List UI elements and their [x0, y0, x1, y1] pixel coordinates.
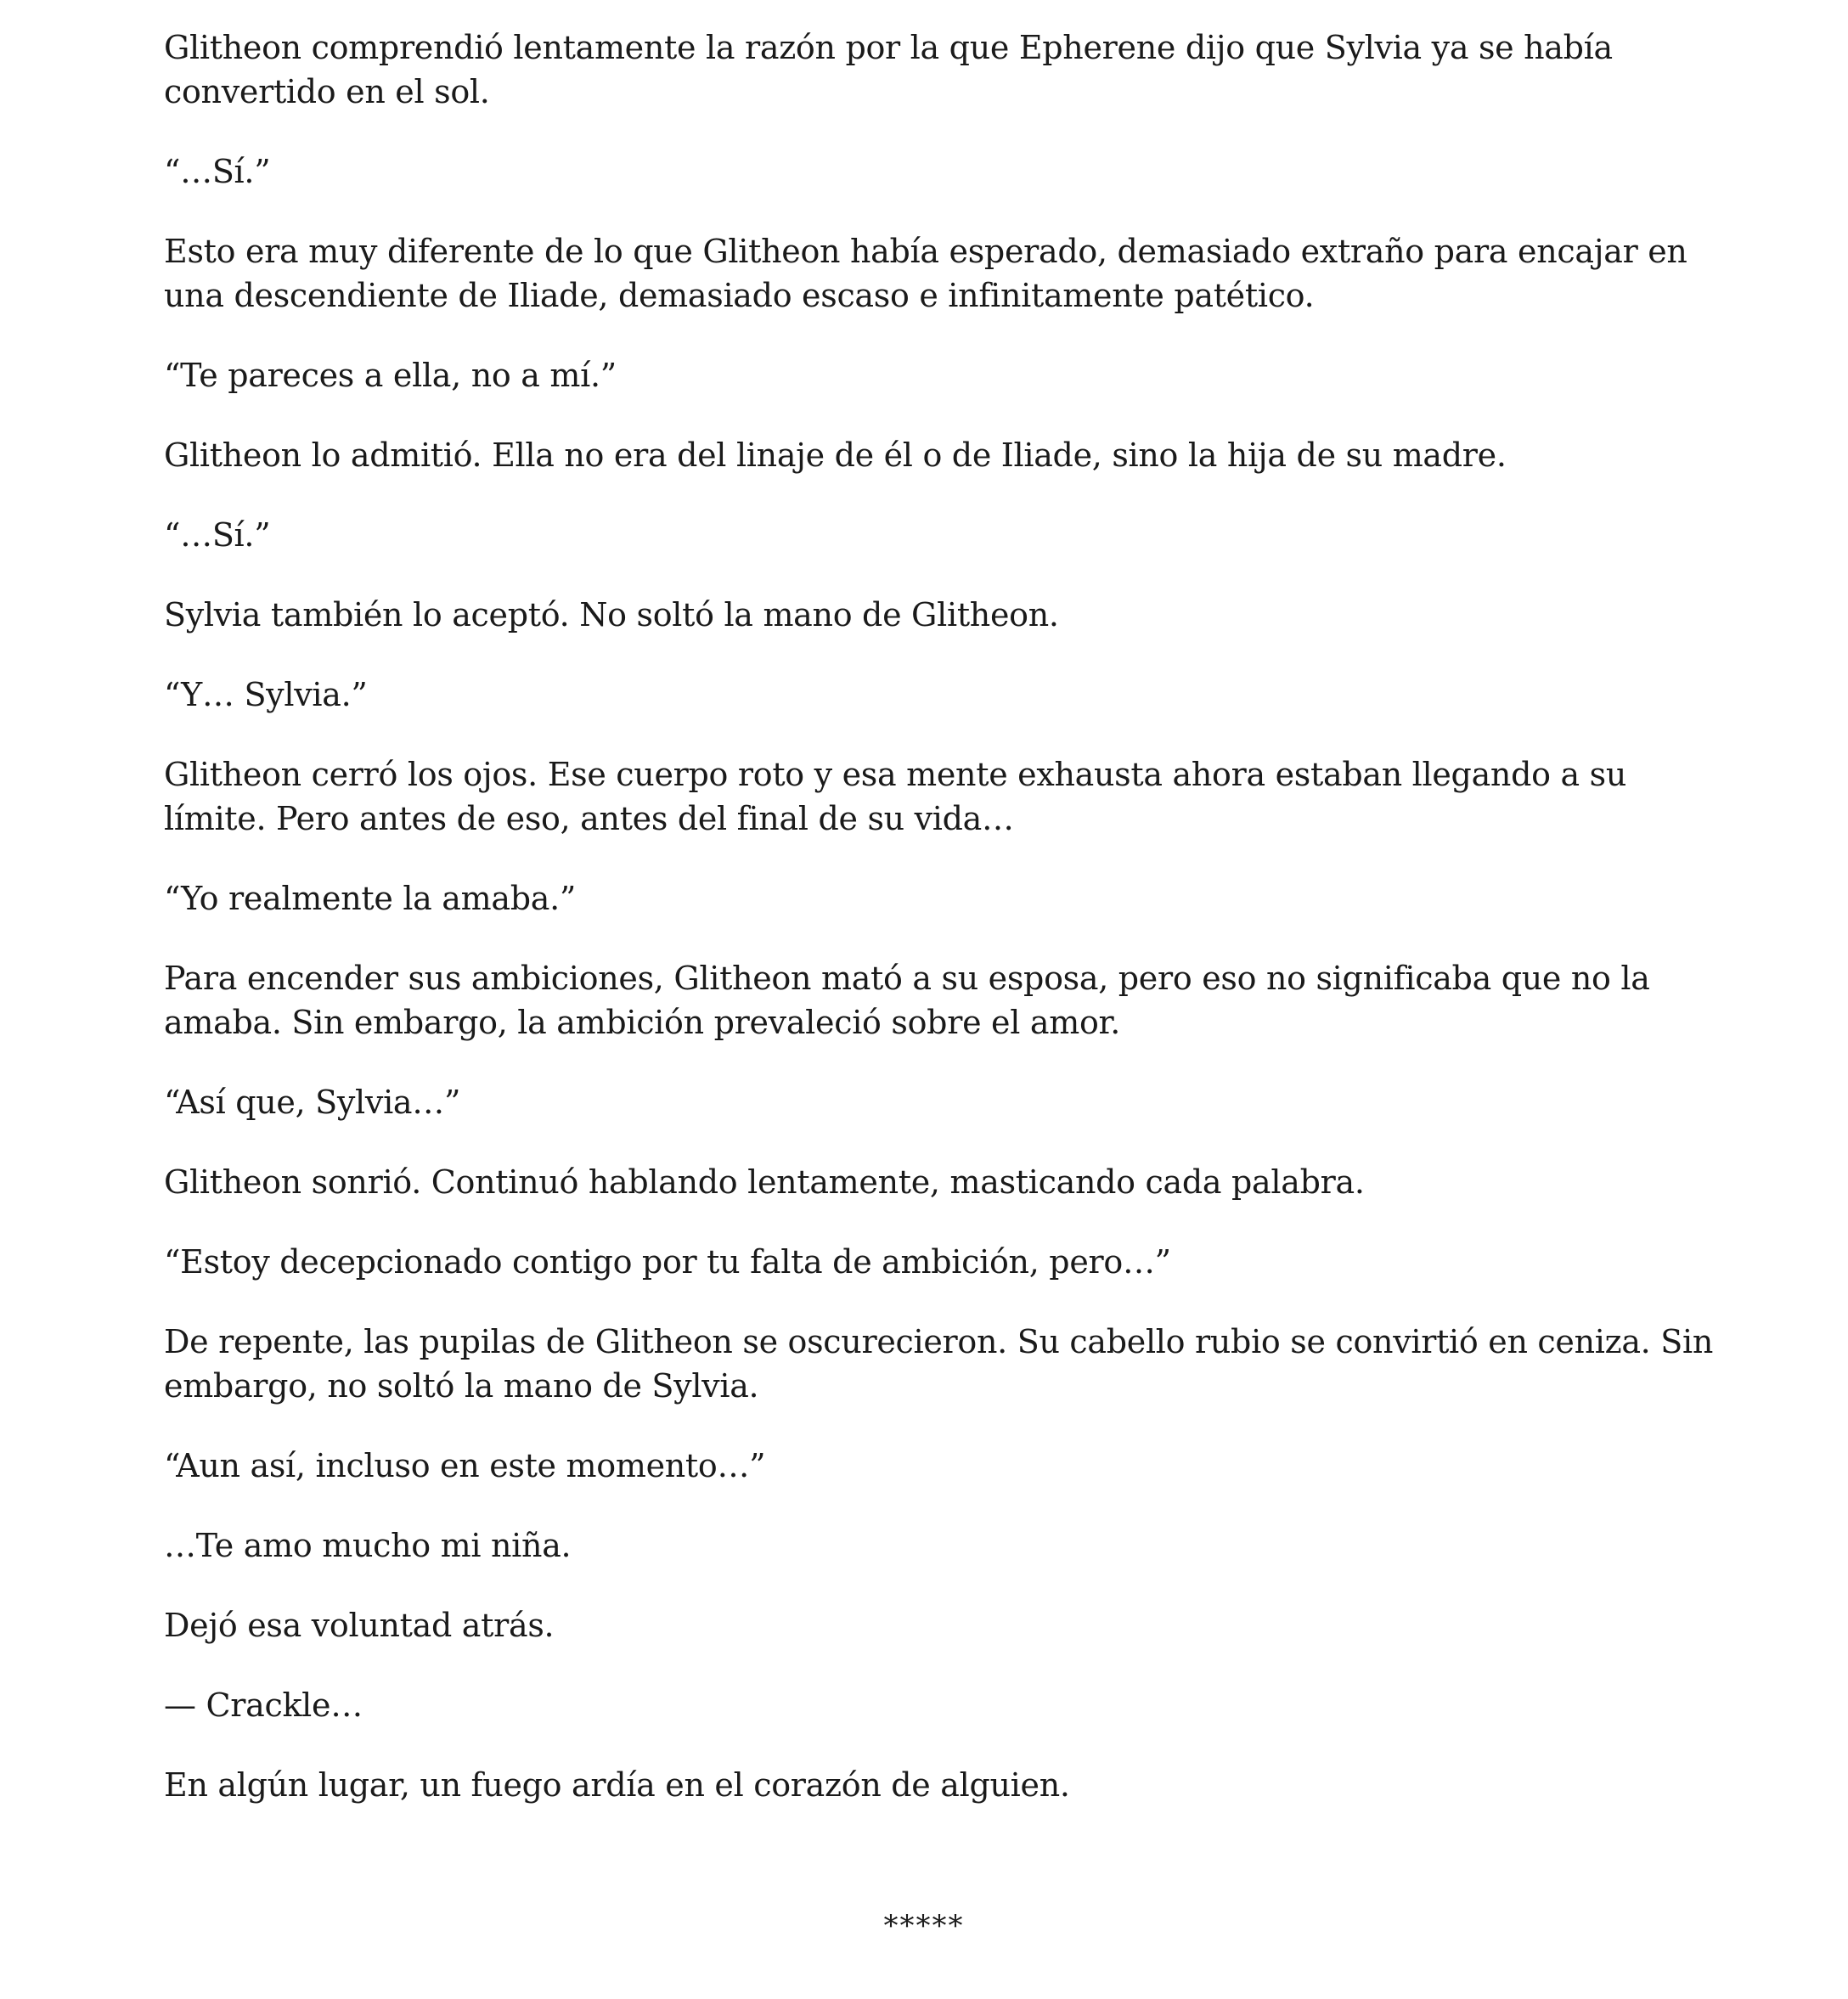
paragraph: Sylvia también lo aceptó. No soltó la mano de Glitheon. [164, 596, 1059, 633]
paragraph: “Aun así, incluso en este momento…” [164, 1447, 766, 1484]
paragraph: En algún lugar, un fuego ardía en el corazón de alguien. [164, 1766, 1070, 1804]
paragraph: “Yo realmente la amaba.” [164, 880, 577, 917]
paragraph: Glitheon lo admitió. Ella no era del linaje de él o de Iliade, sino la hija de su madre. [164, 436, 1507, 474]
paragraph: Para encender sus ambiciones, Glitheon mató a su esposa, pero eso no significaba que no la amaba. Sin embargo, la ambición prevaleció sobre el amor. [164, 960, 1650, 1041]
paragraph: “Y… Sylvia.” [164, 676, 368, 713]
section-separator: ***** [883, 1909, 965, 1943]
paragraph: “Te pareces a ella, no a mí.” [164, 357, 617, 394]
paragraph: “Así que, Sylvia…” [164, 1084, 461, 1121]
paragraph: Glitheon cerró los ojos. Ese cuerpo roto y esa mente exhausta ahora estaban llegando a su límite. Pero antes de eso, antes del final de su vida… [164, 756, 1626, 837]
document-body [164, 25, 1718, 1843]
paragraph: De repente, las pupilas de Glitheon se oscurecieron. Su cabello rubio se convirtió en ceniza. Sin embargo, no soltó la mano de Sylvia. [164, 1323, 1713, 1405]
paragraph: Dejó esa voluntad atrás. [164, 1607, 555, 1644]
paragraph: “…Sí.” [164, 516, 271, 554]
paragraph: “…Sí.” [164, 153, 271, 190]
paragraph: Glitheon comprendió lentamente la razón por la que Epherene dijo que Sylvia ya se había convertido en el sol. [164, 29, 1613, 110]
paragraph: Esto era muy diferente de lo que Glitheon había esperado, demasiado extraño para encajar en una descendiente de Iliade, demasiado escaso e infinitamente patético. [164, 233, 1687, 314]
paragraph: “Estoy decepcionado contigo por tu falta de ambición, pero…” [164, 1243, 1171, 1281]
paragraph: Glitheon sonrió. Continuó hablando lentamente, masticando cada palabra. [164, 1163, 1365, 1201]
paragraph: — Crackle… [164, 1686, 363, 1724]
paragraph: …Te amo mucho mi niña. [164, 1527, 572, 1564]
